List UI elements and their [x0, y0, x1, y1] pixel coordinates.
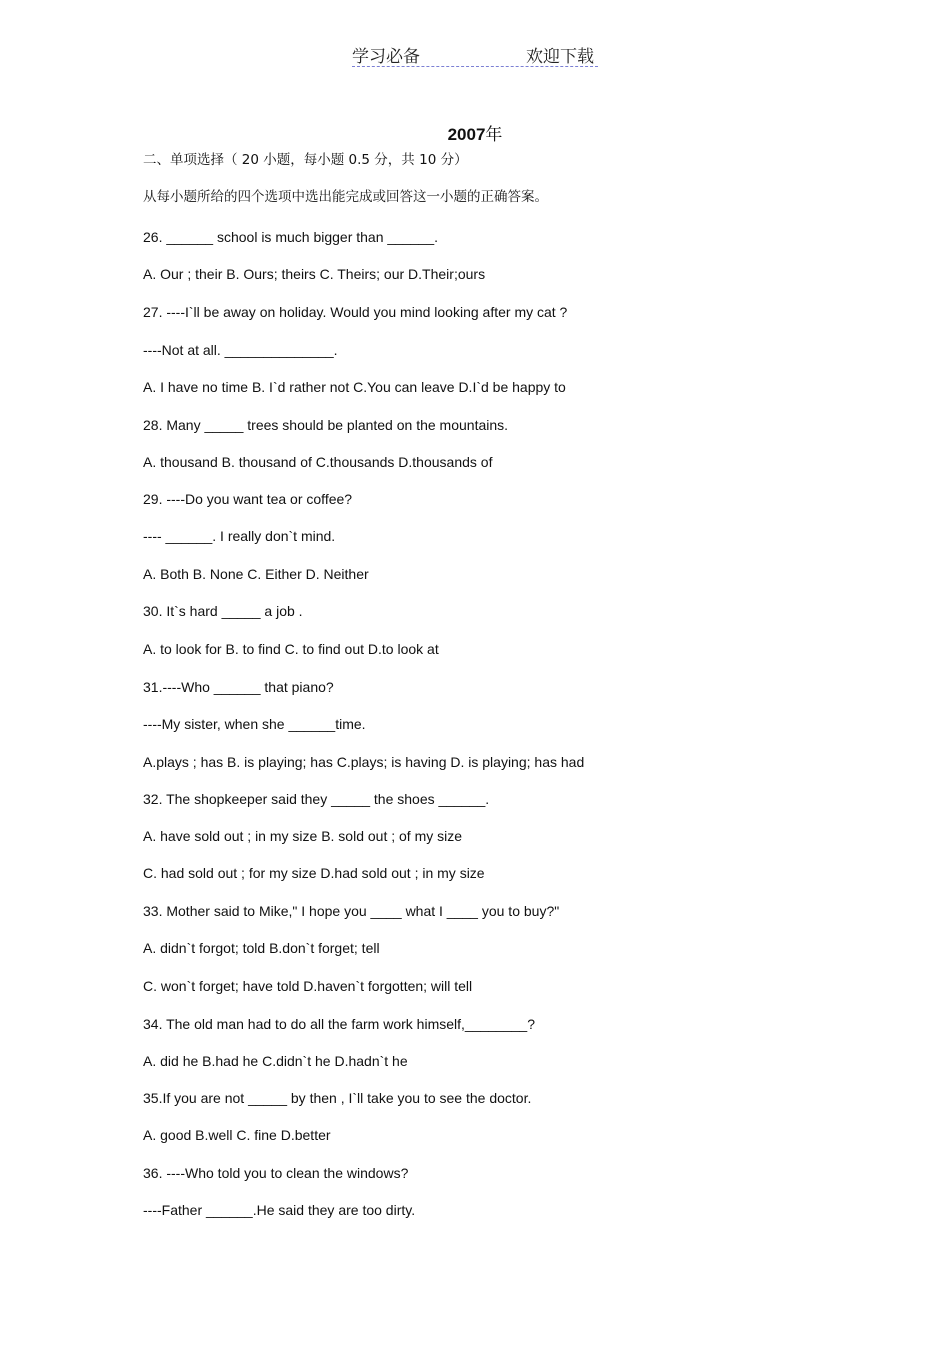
- question-line: 36. ----Who told you to clean the windows?: [143, 1165, 409, 1181]
- options-line: A. Both B. None C. Either D. Neither: [143, 566, 369, 582]
- title-suffix: 年: [485, 125, 503, 145]
- question-line: 27. ----I`ll be away on holiday. Would you mind looking after my cat ?: [143, 304, 568, 320]
- options-line: C. won`t forget; have told D.haven`t forgotten; will tell: [143, 978, 473, 994]
- question-line: ----My sister, when she ______time.: [143, 716, 366, 732]
- options-line: A. did he B.had he C.didn`t he D.hadn`t he: [143, 1053, 408, 1069]
- question-line: 35.If you are not _____ by then , I`ll take you to see the doctor.: [143, 1090, 532, 1106]
- question-line: ----Not at all. ______________.: [143, 342, 338, 358]
- options-line: C. had sold out ; for my size D.had sold out ; in my size: [143, 865, 485, 881]
- question-line: 28. Many _____ trees should be planted on the mountains.: [143, 417, 509, 433]
- options-line: A. to look for B. to find C. to find out D.to look at: [143, 641, 439, 657]
- question-line: 30. It`s hard _____ a job .: [143, 603, 303, 619]
- question-line: 31.----Who ______ that piano?: [143, 679, 334, 695]
- question-line: 26. ______ school is much bigger than ______.: [143, 229, 438, 245]
- options-line: A. Our ; their B. Ours; theirs C. Theirs; our D.Their;ours: [143, 266, 486, 282]
- section-heading: 二、单项选择（ 20 小题，每小题 0.5 分，共 10 分）: [143, 152, 468, 168]
- header-right-text: 欢迎下载: [526, 47, 594, 67]
- page-header: [352, 40, 598, 67]
- options-line: A. good B.well C. fine D.better: [143, 1127, 331, 1143]
- question-line: ---- ______. I really don`t mind.: [143, 528, 336, 544]
- title-year: 2007: [447, 125, 486, 144]
- question-line: ----Father ______.He said they are too dirty.: [143, 1202, 416, 1218]
- question-line: 34. The old man had to do all the farm work himself,________?: [143, 1016, 535, 1032]
- question-line: 32. The shopkeeper said they _____ the shoes ______.: [143, 791, 490, 807]
- question-line: 33. Mother said to Mike," I hope you ____ what I ____ you to buy?": [143, 903, 560, 919]
- options-line: A. didn`t forgot; told B.don`t forget; tell: [143, 940, 380, 956]
- document-title: [0, 120, 950, 145]
- options-line: A. have sold out ; in my size B. sold out ; of my size: [143, 828, 463, 844]
- options-line: A. thousand B. thousand of C.thousands D.thousands of: [143, 454, 493, 470]
- header-left-text: 学习必备: [352, 47, 420, 67]
- question-line: 29. ----Do you want tea or coffee?: [143, 491, 353, 507]
- section-instruction: 从每小题所给的四个选项中选出能完成或回答这一小题的正确答案。: [143, 189, 548, 205]
- options-line: A. I have no time B. I`d rather not C.You can leave D.I`d be happy to: [143, 379, 566, 395]
- options-line: A.plays ; has B. is playing; has C.plays; is having D. is playing; has had: [143, 754, 585, 770]
